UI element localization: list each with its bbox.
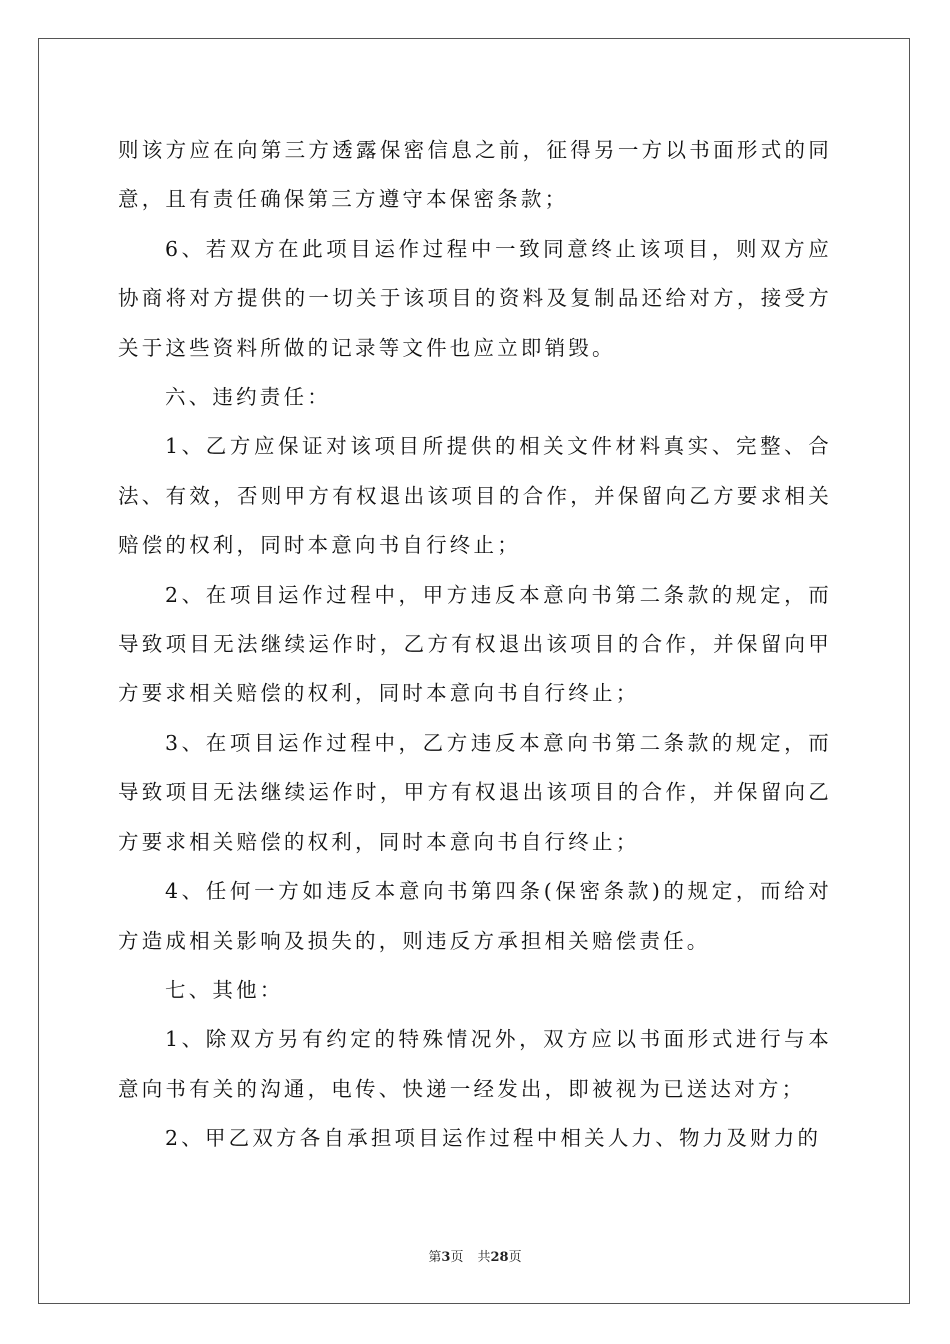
paragraph-other-1: 1、除双方另有约定的特殊情况外，双方应以书面形式进行与本意向书有关的沟通，电传、快递一经发出，即被视为已送达对方； <box>118 1027 832 1101</box>
paragraph-breach-4: 4、任何一方如违反本意向书第四条(保密条款)的规定，而给对方造成相关影响及损失的，则违反方承担相关赔偿责任。 <box>118 879 832 953</box>
page-number: 3 <box>441 1250 451 1265</box>
page-label-suffix: 页 <box>450 1250 464 1265</box>
paragraph-continued: 则该方应在向第三方透露保密信息之前，征得另一方以书面形式的同意，且有责任确保第三方遵守本保密条款； <box>118 138 832 212</box>
page-footer <box>0 1246 950 1265</box>
paragraph-other-2: 2、甲乙双方各自承担项目运作过程中相关人力、物力及财力的 <box>165 1126 822 1151</box>
total-label-prefix: 共 <box>477 1250 491 1265</box>
paragraph-breach-2: 2、在项目运作过程中，甲方违反本意向书第二条款的规定，而导致项目无法继续运作时，乙方有权退出该项目的合作，并保留向甲方要求相关赔偿的权利，同时本意向书自行终止； <box>118 582 832 706</box>
total-label-suffix: 页 <box>508 1250 522 1265</box>
section-heading-breach-liability: 六、违约责任： <box>165 385 331 410</box>
page-label-prefix: 第 <box>428 1250 442 1265</box>
section-heading-other: 七、其他： <box>165 977 284 1002</box>
paragraph-clause-6: 6、若双方在此项目运作过程中一致同意终止该项目，则双方应协商将对方提供的一切关于该项目的资料及复制品还给对方，接受方关于这些资料所做的记录等文件也应立即销毁。 <box>118 236 832 360</box>
paragraph-breach-1: 1、乙方应保证对该项目所提供的相关文件材料真实、完整、合法、有效，否则甲方有权退出该项目的合作，并保留向乙方要求相关赔偿的权利，同时本意向书自行终止； <box>118 434 832 558</box>
total-pages: 28 <box>490 1250 509 1265</box>
paragraph-breach-3: 3、在项目运作过程中，乙方违反本意向书第二条款的规定，而导致项目无法继续运作时，甲方有权退出该项目的合作，并保留向乙方要求相关赔偿的权利，同时本意向书自行终止； <box>118 730 832 854</box>
document-body <box>118 126 832 1164</box>
